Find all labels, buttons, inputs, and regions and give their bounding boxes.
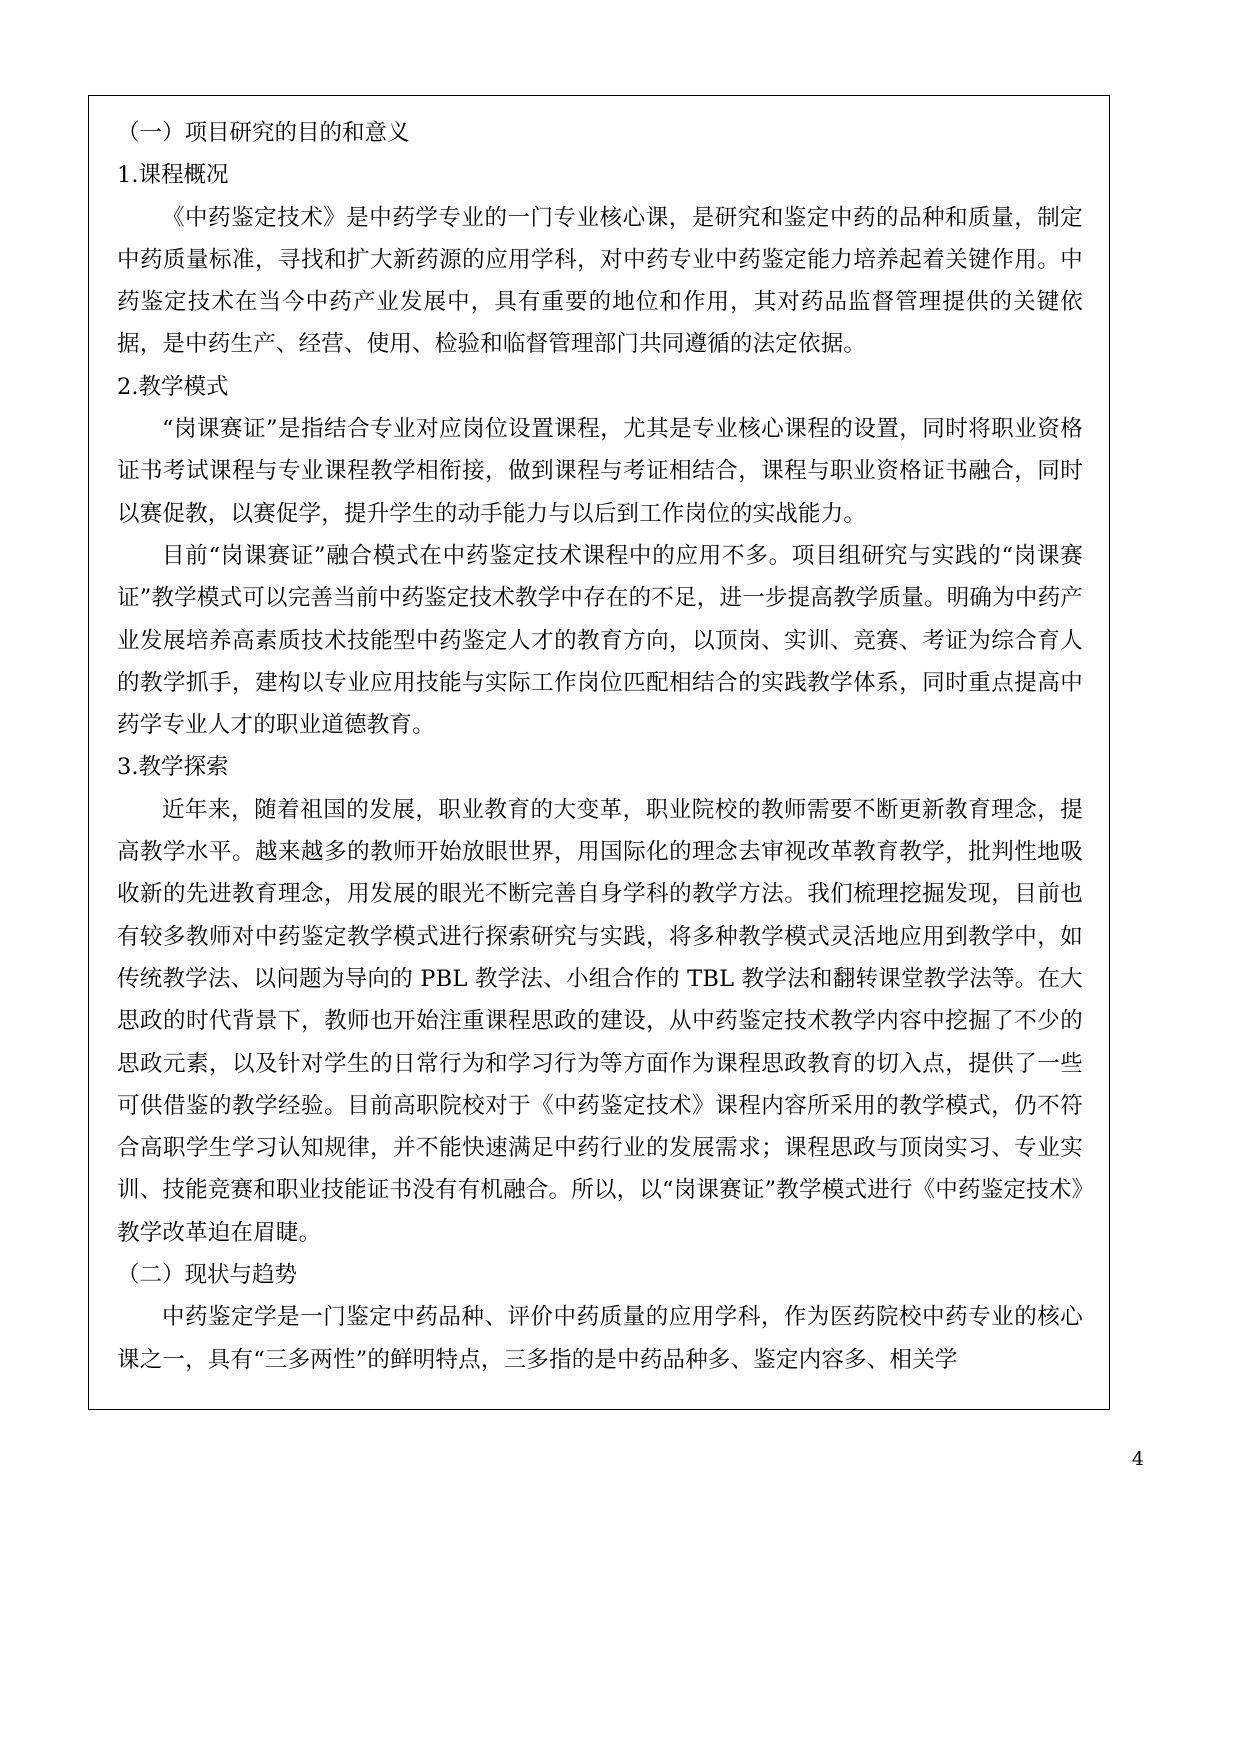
content-table-cell (88, 95, 1110, 1410)
section-heading-status-trend: （二）现状与趋势 (117, 1262, 298, 1289)
subheading-course-overview: 1.课程概况 (117, 162, 229, 189)
paragraph-teaching-exploration: 近年来，随着祖国的发展，职业教育的大变革，职业院校的教师需要不断更新教育理念，提高教学水平。越来越多的教师开始放眼世界，用国际化的理念去审视改革教育教学，批判性地吸收新的先进教育理念，用发展的眼光不断完善自身学科的教学方法。我们梳理挖掘发现，目前也有较多教师对中药鉴定教学模式进行探索研究与实践，将多种教学模式灵活地应用到教学中，如传统教学法、以问题为导向的 PBL 教学法、小组合作的 TBL 教学法和翻转课堂教学法等。在大思政的时代背景下，教师也开始注重课程思政的建设，从中药鉴定技术教学内容中挖掘了不少的思政元素，以及针对学生的日常行为和学习行为等方面作为课程思政教育的切入点，提供了一些可供借鉴的教学经验。目前高职院校对于《中药鉴定技术》课程内容所采用的教学模式，仍不符合高职学生学习认知规律，并不能快速满足中药行业的发展需求；课程思政与顶岗实习、专业实训、技能竞赛和职业技能证书没有有机融合。所以，以“岗课赛证”教学模式进行《中药鉴定技术》教学改革迫在眉睫。 (117, 796, 1083, 1246)
subheading-teaching-exploration: 3.教学探索 (117, 754, 229, 781)
subheading-teaching-model: 2.教学模式 (117, 373, 229, 400)
paragraph-course-overview: 《中药鉴定技术》是中药学专业的一门专业核心课，是研究和鉴定中药的品种和质量，制定中药质量标准，寻找和扩大新药源的应用学科，对中药专业中药鉴定能力培养起着关键作用。中药鉴定技术在当今中药产业发展中，具有重要的地位和作用，其对药品监督管理提供的关键依据，是中药生产、经营、使用、检验和临督管理部门共同遵循的法定依据。 (117, 204, 1083, 358)
paragraph-teaching-model-2: 目前“岗课赛证”融合模式在中药鉴定技术课程中的应用不多。项目组研究与实践的“岗课赛证”教学模式可以完善当前中药鉴定技术教学中存在的不足，进一步提高教学质量。明确为中药产业发展培养高素质技术技能型中药鉴定人才的教育方向，以顶岗、实训、竞赛、考证为综合育人的教学抓手，建构以专业应用技能与实际工作岗位匹配相结合的实践教学体系，同时重点提高中药学专业人才的职业道德教育。 (117, 542, 1083, 739)
paragraph-status-trend: 中药鉴定学是一门鉴定中药品种、评价中药质量的应用学科，作为医药院校中药专业的核心课之一，具有“三多两性”的鲜明特点，三多指的是中药品种多、鉴定内容多、相关学 (117, 1304, 1083, 1373)
paragraph-teaching-model-1: “岗课赛证”是指结合专业对应岗位设置课程，尤其是专业核心课程的设置，同时将职业资格证书考试课程与专业课程教学相衔接，做到课程与考证相结合，课程与职业资格证书融合，同时以赛促教，以赛促学，提升学生的动手能力与以后到工作岗位的实战能力。 (117, 416, 1083, 527)
page-number: 4 (1131, 1448, 1144, 1470)
section-heading-purpose: （一）项目研究的目的和意义 (117, 120, 410, 146)
